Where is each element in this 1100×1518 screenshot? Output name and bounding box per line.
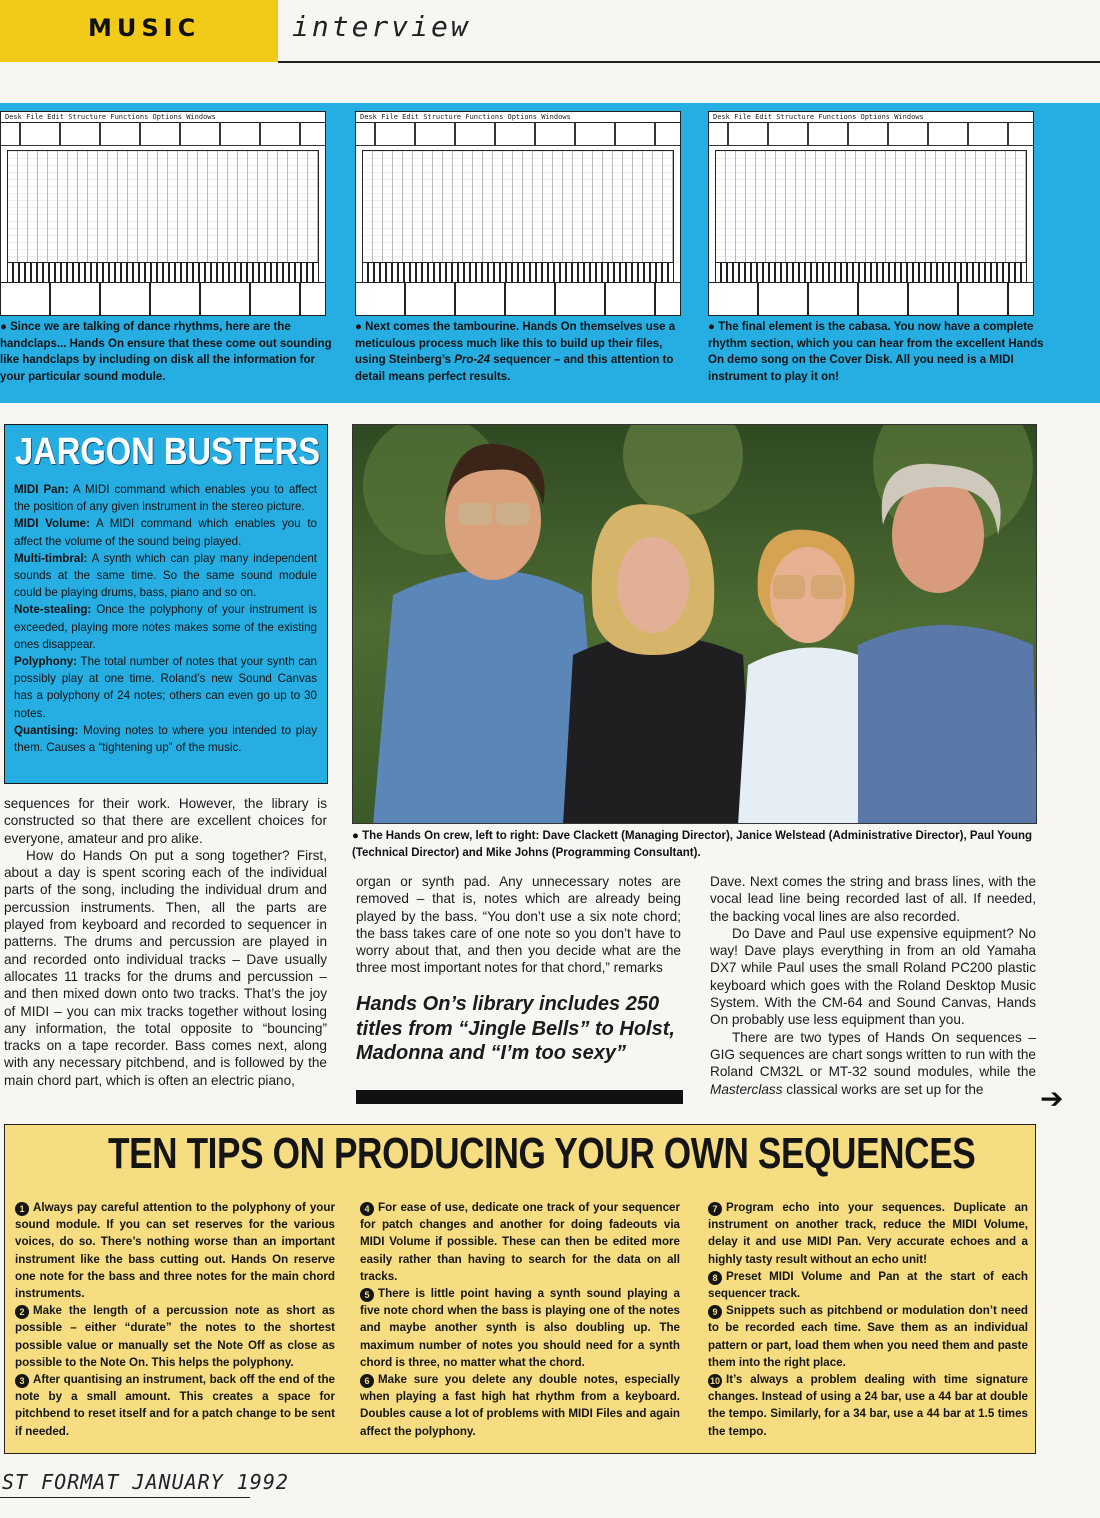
- screenshot-band: [0, 103, 1100, 403]
- jargon-entry: Multi-timbral: A synth which can play many independent sounds at the same time. So the same sound module could be playing drums, bass, piano and so on.: [14, 551, 317, 600]
- screenshot-toolbar: [1, 123, 325, 146]
- tip-item: 10 It’s always a problem dealing with time signature changes. Instead of using a 24 bar, use a 44 bar at double the tempo. Similarly, for a 34 bar, use a 44 bar at 1.5 times the tempo.: [708, 1373, 1028, 1438]
- tip-item: 9 Snippets such as pitchbend or modulation don’t need to be recorded each time. Save them as an individual pattern or part, load them when you need them and paste them into the right place.: [708, 1304, 1028, 1369]
- article-paragraph: How do Hands On put a song together? First, about a day is spent scoring each of the individual parts of the song, including the individual drum and percussion instruments. Then, all the parts are played from keyboard and recorded to sequencer in patterns. The drums and percussion are played in and recorded onto individual tracks – Dave usually allocates 11 tracks for the drums and percussion – and then mixed down onto two tracks. That’s the joy of MIDI – you can mix tracks together without losing any information, the total opposite to “bouncing” tracks on a tape recorder. Bass comes next, along with any necessary pitchbend, and is followed by the main chord part, which is often an electric piano,: [4, 847, 327, 1088]
- header-rule: [278, 61, 1100, 63]
- sequencer-screenshot-tambourine: [355, 111, 681, 316]
- section-tab: [0, 0, 278, 62]
- article-paragraph: organ or synth pad. Any unnecessary notes are removed – that is, notes which are already being played by the bass. “You don’t use a six note chord; the bass takes care of one note so you don’t have to worry about that, and then you decide what are the three most important notes for that chord,” remarks: [356, 874, 681, 976]
- tip-item: 7 Program echo into your sequences. Duplicate an instrument on another track, reduce the MIDI Volume, delay it and use MIDI Pan. Very accurate echoes and a highly tasty result without an echo unit!: [708, 1201, 1028, 1266]
- jargon-title: JARGON BUSTERS: [15, 431, 321, 473]
- article-column-3: [710, 873, 1036, 1098]
- article-column-2: [356, 873, 681, 977]
- article-paragraph: Dave. Next comes the string and brass lines, with the vocal lead line being recorded last of all. If needed, the backing vocal lines are also recorded.: [710, 874, 1036, 924]
- screenshot-caption: ● Next comes the tambourine. Hands On themselves use a meticulous process much like this to build up their files, using Steinberg’s Pro-24 sequencer – and this attention to detail means perfect results.: [355, 321, 676, 383]
- tip-item: 8 Preset MIDI Volume and Pan at the start of each sequencer track.: [708, 1269, 1028, 1301]
- footer-rule: [0, 1497, 250, 1498]
- tip-item: 4 For ease of use, dedicate one track of your sequencer for patch changes and another for doing fadeouts via MIDI Volume if possible. These can then be edited more easily rather than having to search for the data on all tracks.: [360, 1201, 680, 1283]
- team-photo: [352, 424, 1037, 824]
- tips-column-3: [708, 1199, 1028, 1440]
- jargon-entry: Quantising: Moving notes to where you intended to play them. Causes a “tightening up” of the music.: [14, 723, 317, 755]
- tip-item: 6 Make sure you delete any double notes, especially when playing a fast high hat rhythm from a keyboard. Doubles cause a lot of problems with MIDI Files and again affect the polyphony.: [360, 1373, 680, 1438]
- page-footer: ST FORMAT JANUARY 1992: [2, 1470, 289, 1494]
- jargon-entry: Polyphony: The total number of notes that your synth can possibly play at one time. Roland’s new Sound Canvas has a polyphony of 24 notes; others can even go up to 30 notes.: [14, 655, 317, 720]
- screenshot-caption: ● Since we are talking of dance rhythms, here are the handclaps... Hands On ensure that these come out sounding like handclaps by including on disk all the information for your particular sound module.: [0, 321, 332, 383]
- jargon-entry: Note-stealing: Once the polyphony of your instrument is exceeded, playing more notes makes some of the existing ones disappear.: [14, 603, 317, 651]
- team-photo-illustration: [353, 425, 1037, 824]
- note-grid: [7, 150, 319, 264]
- transport-bar: [1, 282, 325, 315]
- tip-item: 2 Make the length of a percussion note as short as possible – either “durate” the notes to the shortest possible value or manually set the Note Off as close as possible to the Note On. This helps the polyphony.: [15, 1304, 335, 1369]
- article-paragraph: Do Dave and Paul use expensive equipment? No way! Dave plays everything in from an old Yamaha DX7 while Paul uses the small Roland PC200 plastic keyboard which goes with the Roland Desktop Music System. With the CM-64 and Sound Canvas, Hands On probably use less equipment than you.: [710, 925, 1036, 1028]
- transport-bar: [356, 282, 680, 315]
- jargon-entry: MIDI Volume: A MIDI command which enables you to affect the volume of the sound being played.: [14, 517, 317, 548]
- section-label: MUSIC: [88, 14, 201, 42]
- ten-tips-box: [4, 1124, 1036, 1454]
- tip-item: 5 There is little point having a synth sound playing a five note chord when the bass is playing one of the notes and maybe another synth is also doubling up. The maximum number of notes you should need for a synth chord is three, no matter what the chord.: [360, 1287, 680, 1369]
- screenshot-menubar: Desk File Edit Structure Functions Options Windows: [356, 112, 680, 123]
- screenshot-menubar: Desk File Edit Structure Functions Options Windows: [1, 112, 325, 123]
- transport-bar: [709, 282, 1033, 315]
- subsection-label: interview: [292, 10, 471, 43]
- article-paragraph: sequences for their work. However, the library is constructed so that there are excellent choices for everyone, amateur and pro alike.: [4, 796, 327, 846]
- screenshot-toolbar: [356, 123, 680, 146]
- jargon-busters-box: [4, 424, 328, 784]
- tip-item: 1 Always pay careful attention to the polyphony of your sound module. If you can set reserves for the various voices, do so. There’s nothing worse than an important instrument like the bass cutting out. Hands On reserve one note for the bass and three notes for the main chord instruments.: [15, 1201, 335, 1301]
- photo-caption: ● The Hands On crew, left to right: Dave Clackett (Managing Director), Janice Welstead (Administrative Director), Paul Young (Technical Director) and Mike Johns (Programming Consultant).: [352, 830, 1033, 859]
- continue-arrow-icon: ➔: [1040, 1082, 1064, 1115]
- article-paragraph: There are two types of Hands On sequences – GIG sequences are chart songs written to run with the Roland CM32L or MT-32 sound modules, while the Masterclass classical works are set up for the: [710, 1029, 1036, 1097]
- note-grid: [362, 150, 674, 264]
- tips-column-1: [15, 1199, 335, 1440]
- tips-title: TEN TIPS ON PRODUCING YOUR OWN SEQUENCES: [108, 1129, 976, 1178]
- sequencer-screenshot-handclaps: [0, 111, 326, 316]
- tips-column-2: [360, 1199, 680, 1440]
- note-grid: [715, 150, 1027, 264]
- article-column-1: [4, 795, 327, 1089]
- sequencer-screenshot-cabasa: [708, 111, 1034, 316]
- screenshot-menubar: Desk File Edit Structure Functions Options Windows: [709, 112, 1033, 123]
- jargon-entry: MIDI Pan: A MIDI command which enables you to affect the position of any given instrument in the stereo picture.: [14, 483, 317, 514]
- pull-quote-bar: [356, 1090, 683, 1104]
- tip-item: 3 After quantising an instrument, back off the end of the note by a small amount. This creates a space for pitchbend to reset itself and for a patch change to be sent if needed.: [15, 1373, 335, 1438]
- pull-quote: Hands On’s library includes 250 titles from “Jingle Bells” to Holst, Madonna and “I’m too sexy”: [356, 993, 675, 1064]
- screenshot-toolbar: [709, 123, 1033, 146]
- screenshot-caption: ● The final element is the cabasa. You now have a complete rhythm section, which you can hear from the excellent Hands On demo song on the Cover Disk. All you need is a MIDI instrument to play it on!: [708, 321, 1044, 383]
- jargon-entries: [14, 481, 317, 756]
